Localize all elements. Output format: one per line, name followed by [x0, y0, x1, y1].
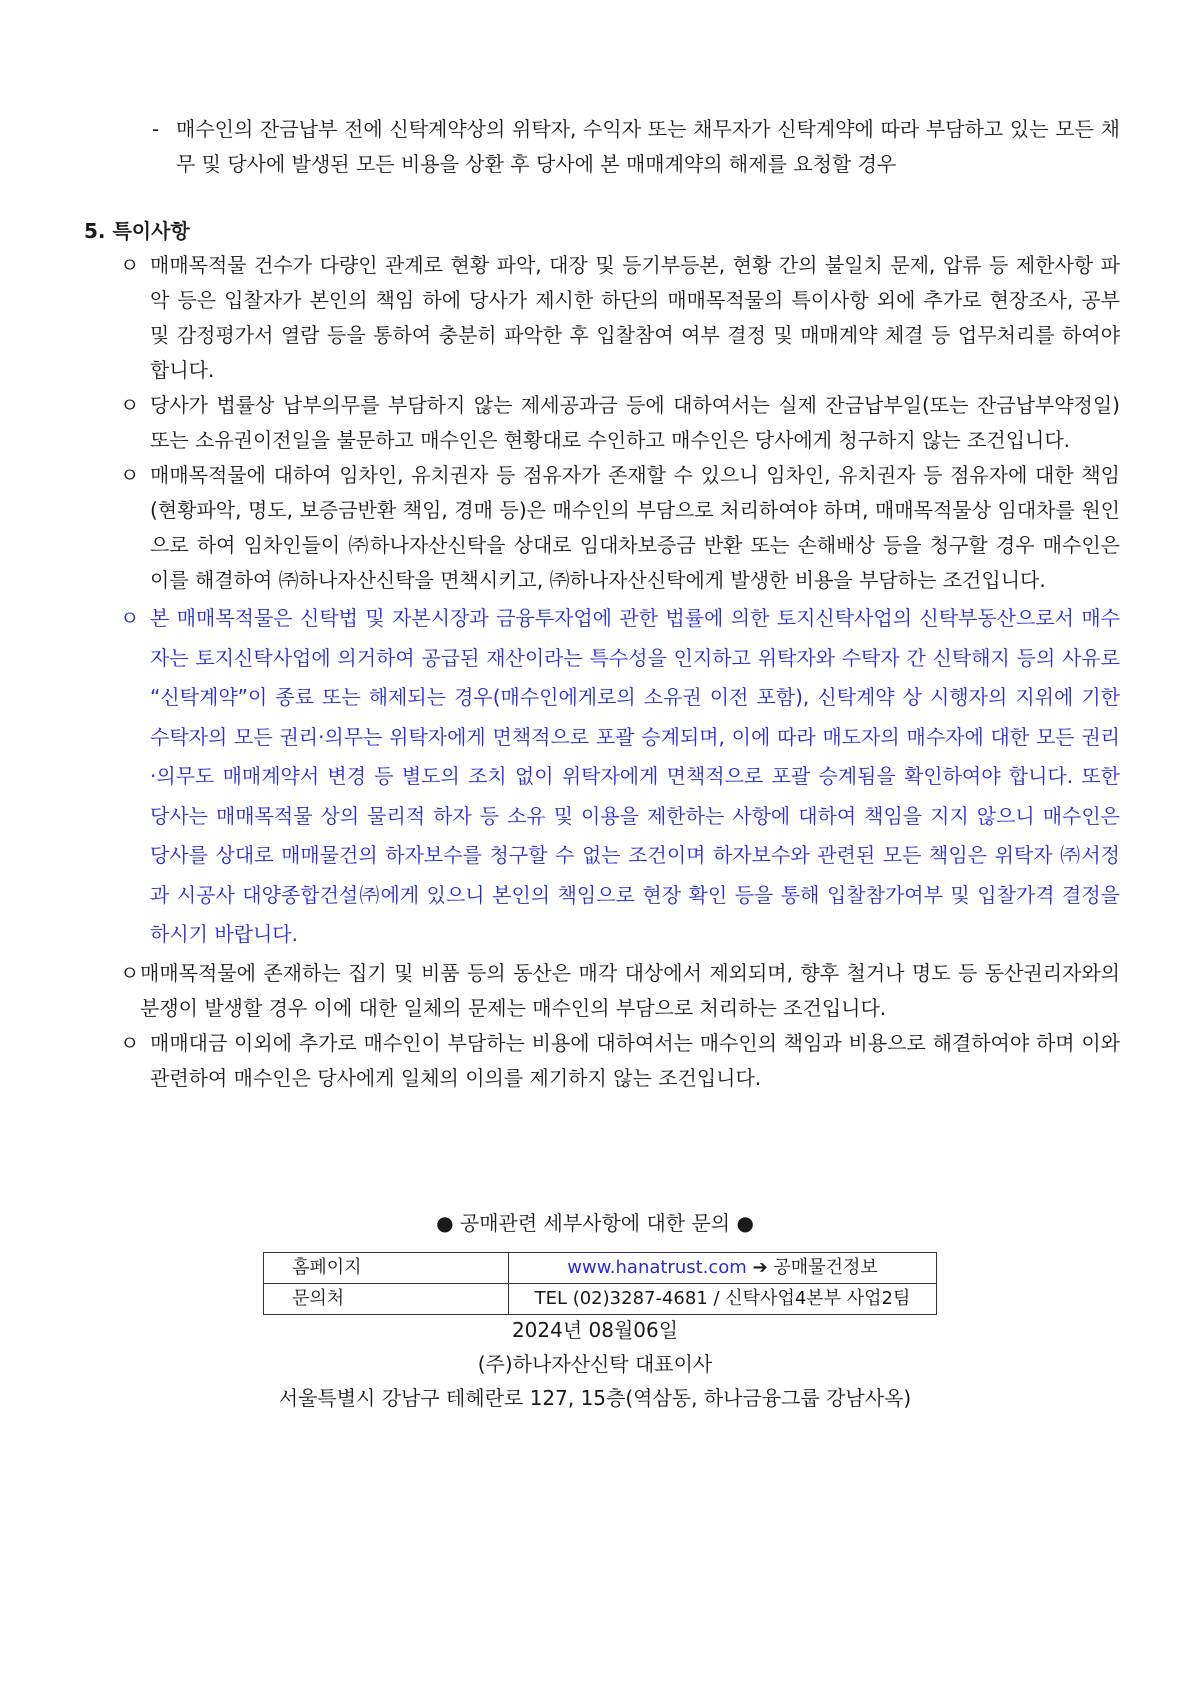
arrow-right-icon: ➔ [752, 1257, 768, 1278]
homepage-label: 홈페이지 [264, 1253, 509, 1284]
bullet-marker: ㅇ [120, 606, 140, 630]
special-note-item-highlighted [120, 599, 1120, 955]
bullet-marker: ㅇ [120, 393, 140, 417]
bullet-marker: ㅇ [120, 960, 140, 985]
special-note-text: 매매목적물에 존재하는 집기 및 비품 등의 동산은 매각 대상에서 제외되며, 향후 철거나 명도 등 동산권리자와의 분쟁이 발생할 경우 이에 대한 일체의 문제는 매수인의 부담으로 처리하는 조건입니다. [140, 960, 1120, 1020]
contact-label: 문의처 [264, 1284, 509, 1315]
table-row [264, 1253, 937, 1284]
contact-table [263, 1252, 937, 1315]
special-note-item [120, 956, 1120, 1026]
dash-marker: - [152, 117, 160, 141]
special-note-text: 매매목적물에 대하여 임차인, 유치권자 등 점유자가 존재할 수 있으니 임차인, 유치권자 등 점유자에 대한 책임(현황파악, 명도, 보증금반환 책임, 경매 등)은 매수인의 부담으로 처리하여야 하며, 매매목적물상 임대차를 원인으로 하여 임차인들이 ㈜하나자산신탁을 상대로 임대차보증금 반환 또는 손해배상 등을 청구할 경우 매수인은 이를 해결하여 ㈜하나자산신탁을 면책시키고, ㈜하나자산신탁에게 발생한 비용을 부담하는 조건입니다. [150, 463, 1120, 592]
contact-value: TEL (02)3287-4681 / 신탁사업4본부 사업2팀 [509, 1284, 937, 1315]
special-notes-list [120, 248, 1120, 1096]
homepage-link[interactable]: www.hanatrust.com [567, 1257, 747, 1278]
special-note-text: 당사가 법률상 납부의무를 부담하지 않는 제세공과금 등에 대하여서는 실제 잔금납부일(또는 잔금납부약정일) 또는 소유권이전일을 불문하고 매수인은 현황대로 수인하고 매수인은 당사에게 청구하지 않는 조건입니다. [150, 393, 1120, 452]
bullet-marker: ㅇ [120, 1030, 140, 1055]
bullet-marker: ㅇ [120, 463, 140, 487]
special-note-text: 매매목적물 건수가 다량인 관계로 현황 파악, 대장 및 등기부등본, 현황 간의 불일치 문제, 압류 등 제한사항 파악 등은 입찰자가 본인의 책임 하에 당사가 제시한 하단의 매매목적물의 특이사항 외에 추가로 현장조사, 공부 및 감정평가서 열람 등을 통하여 충분히 파악한 후 입찰참여 여부 결정 및 매매계약 체결 등 업무처리를 하여야 합니다. [150, 253, 1120, 382]
special-note-text: 본 매매목적물은 신탁법 및 자본시장과 금융투자업에 관한 법률에 의한 토지신탁사업의 신탁부동산으로서 매수자는 토지신탁사업에 의거하여 공급된 재산이라는 특수성을 인지하고 위탁자와 수탁자 간 신탁해지 등의 사유로 “신탁계약”이 종료 또는 해제되는 경우(매수인에게로의 소유권 이전 포함), 신탁계약 상 시행자의 지위에 기한 수탁자의 모든 권리·의무는 위탁자에게 면책적으로 포괄 승계되며, 이에 따라 매도자의 매수자에 대한 모든 권리·의무도 매매계약서 변경 등 별도의 조치 없이 위탁자에게 면책적으로 포괄 승계됨을 확인하여야 합니다. 또한 당사는 매매목적물 상의 물리적 하자 등 소유 및 이용을 제한하는 사항에 대하여 책임을 지지 않으니 매수인은 당사를 상대로 매매물건의 하자보수를 청구할 수 없는 조건이며 하자보수와 관련된 모든 책임은 위탁자 ㈜서정과 시공사 대양종합건설㈜에게 있으니 본인의 책임으로 현장 확인 등을 통해 입찰참가여부 및 입찰가격 결정을 하시기 바랍니다. [150, 606, 1120, 946]
company-address: 서울특별시 강남구 테헤란로 127, 15층(역삼동, 하나금융그룹 강남사옥) [278, 1386, 912, 1410]
special-note-item [120, 458, 1120, 598]
special-note-item [120, 388, 1120, 458]
special-note-text: 매매대금 이외에 추가로 매수인이 부담하는 비용에 대하여서는 매수인의 책임과 비용으로 해결하여야 하며 이와 관련하여 매수인은 당사에게 일체의 이의를 제기하지 않는 조건입니다. [150, 1030, 1120, 1090]
termination-condition-item [152, 112, 1120, 182]
homepage-menu-text: 공매물건정보 [773, 1257, 878, 1278]
special-note-item [120, 1026, 1120, 1096]
bullet-marker: ㅇ [120, 253, 140, 277]
termination-condition-text: 매수인의 잔금납부 전에 신탁계약상의 위탁자, 수익자 또는 채무자가 신탁계약에 따라 부담하고 있는 모든 채무 및 당사에 발생된 모든 비용을 상환 후 당사에 본 매매계약의 해제를 요청할 경우 [176, 117, 1120, 176]
special-note-item [120, 248, 1120, 388]
inquiry-title: ● 공매관련 세부사항에 대한 문의 ● [436, 1211, 754, 1235]
company-ceo: (주)하나자산신탁 대표이사 [477, 1352, 713, 1376]
homepage-value [509, 1253, 937, 1284]
table-row [264, 1284, 937, 1315]
section-title: 5. 특이사항 [84, 219, 190, 243]
issue-date: 2024년 08월06일 [511, 1318, 679, 1342]
